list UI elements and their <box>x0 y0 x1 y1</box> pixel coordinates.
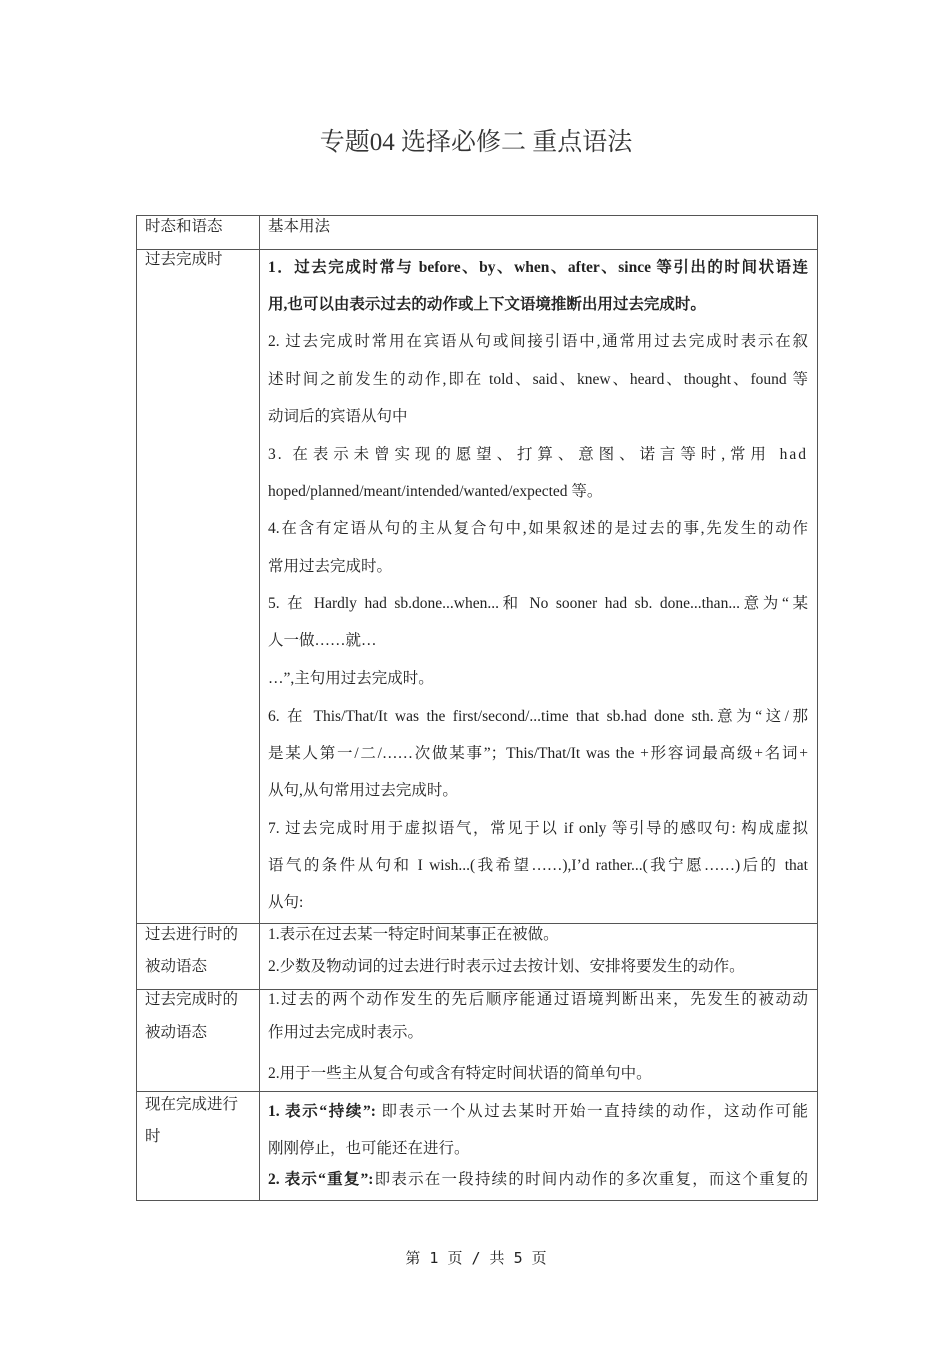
usage-line: 动词后的宾语从句中 <box>268 408 408 425</box>
document-title: 专题04 选择必修二 重点语法 <box>319 129 633 156</box>
header-basic-usage: 基本用法 <box>268 218 331 235</box>
usage-heading: 1. 表示“持续”: <box>268 1103 376 1120</box>
usage-line <box>268 1102 808 1122</box>
usage-line <box>268 1170 808 1190</box>
usage-line: 2.少数及物动词的过去进行时表示过去按计划、安排将要发生的动作。 <box>268 958 745 975</box>
usage-line: 6. 在 This/That/It was the first/second/...time that sb.had done sth.意为“这/那 <box>268 708 808 725</box>
usage-line: 常用过去完成时。 <box>268 558 393 575</box>
usage-line: 从句: <box>268 894 304 911</box>
usage-line: 刚刚停止，也可能还在进行。 <box>268 1140 470 1157</box>
usage-line: 人一做……就… <box>268 632 377 649</box>
usage-line: 1.过去的两个动作发生的先后顺序能通过语境判断出来，先发生的被动动 <box>268 991 808 1008</box>
usage-line: 从句,从句常用过去完成时。 <box>268 782 458 799</box>
usage-line: 3. 在表示未曾实现的愿望、打算、意图、诺言等时,常用 had <box>268 446 808 463</box>
row-label: 过去进行时的 <box>145 926 239 943</box>
usage-line: hoped/planned/meant/intended/wanted/expected 等。 <box>268 483 603 500</box>
usage-line: 2.用于一些主从复合句或含有特定时间状语的简单句中。 <box>268 1065 652 1082</box>
usage-line: 语气的条件从句和 I wish...(我希望……),I’d rather...(我宁愿……)后的 that <box>268 857 808 874</box>
usage-heading: 2. 表示“重复”: <box>268 1171 374 1188</box>
row-label: 时 <box>145 1128 161 1145</box>
usage-text: 即表示在一段持续的时间内动作的多次重复，而这个重复的 <box>373 1171 808 1188</box>
usage-line: 1．过去完成时常与 before、by、when、after、since 等引出的时间状语连 <box>268 259 808 276</box>
usage-line: 7. 过去完成时用于虚拟语气，常见于以 if only 等引导的感叹句: 构成虚拟 <box>268 820 808 837</box>
usage-line: …”,主句用过去完成时。 <box>268 670 434 687</box>
row-label: 现在完成进行 <box>145 1096 239 1113</box>
usage-line: 1.表示在过去某一特定时间某事正在被做。 <box>268 926 559 943</box>
usage-line: 5. 在 Hardly had sb.done...when...和 No sooner had sb. done...than...意为“某 <box>268 595 808 612</box>
row-label: 过去完成时的 <box>145 991 239 1008</box>
row-label: 过去完成时 <box>145 251 223 268</box>
usage-line: 作用过去完成时表示。 <box>268 1024 424 1041</box>
usage-text: 即表示一个从过去某时开始一直持续的动作，这动作可能 <box>375 1103 808 1120</box>
page-number: 第 1 页 / 共 5 页 <box>405 1249 547 1267</box>
usage-line: 述时间之前发生的动作,即在 told、said、knew、heard、thought、found 等 <box>268 371 808 388</box>
row-label: 被动语态 <box>145 958 208 975</box>
usage-line: 是某人第一/二/……次做某事”；This/That/It was the +形容词最高级+名词+ <box>268 745 808 762</box>
row-label: 被动语态 <box>145 1024 208 1041</box>
usage-line: 4.在含有定语从句的主从复合句中,如果叙述的是过去的事,先发生的动作 <box>268 520 808 537</box>
usage-line: 2. 过去完成时常用在宾语从句或间接引语中,通常用过去完成时表示在叙 <box>268 333 808 350</box>
header-tense-voice: 时态和语态 <box>145 218 223 235</box>
usage-line: 用,也可以由表示过去的动作或上下文语境推断出用过去完成时。 <box>268 296 706 313</box>
